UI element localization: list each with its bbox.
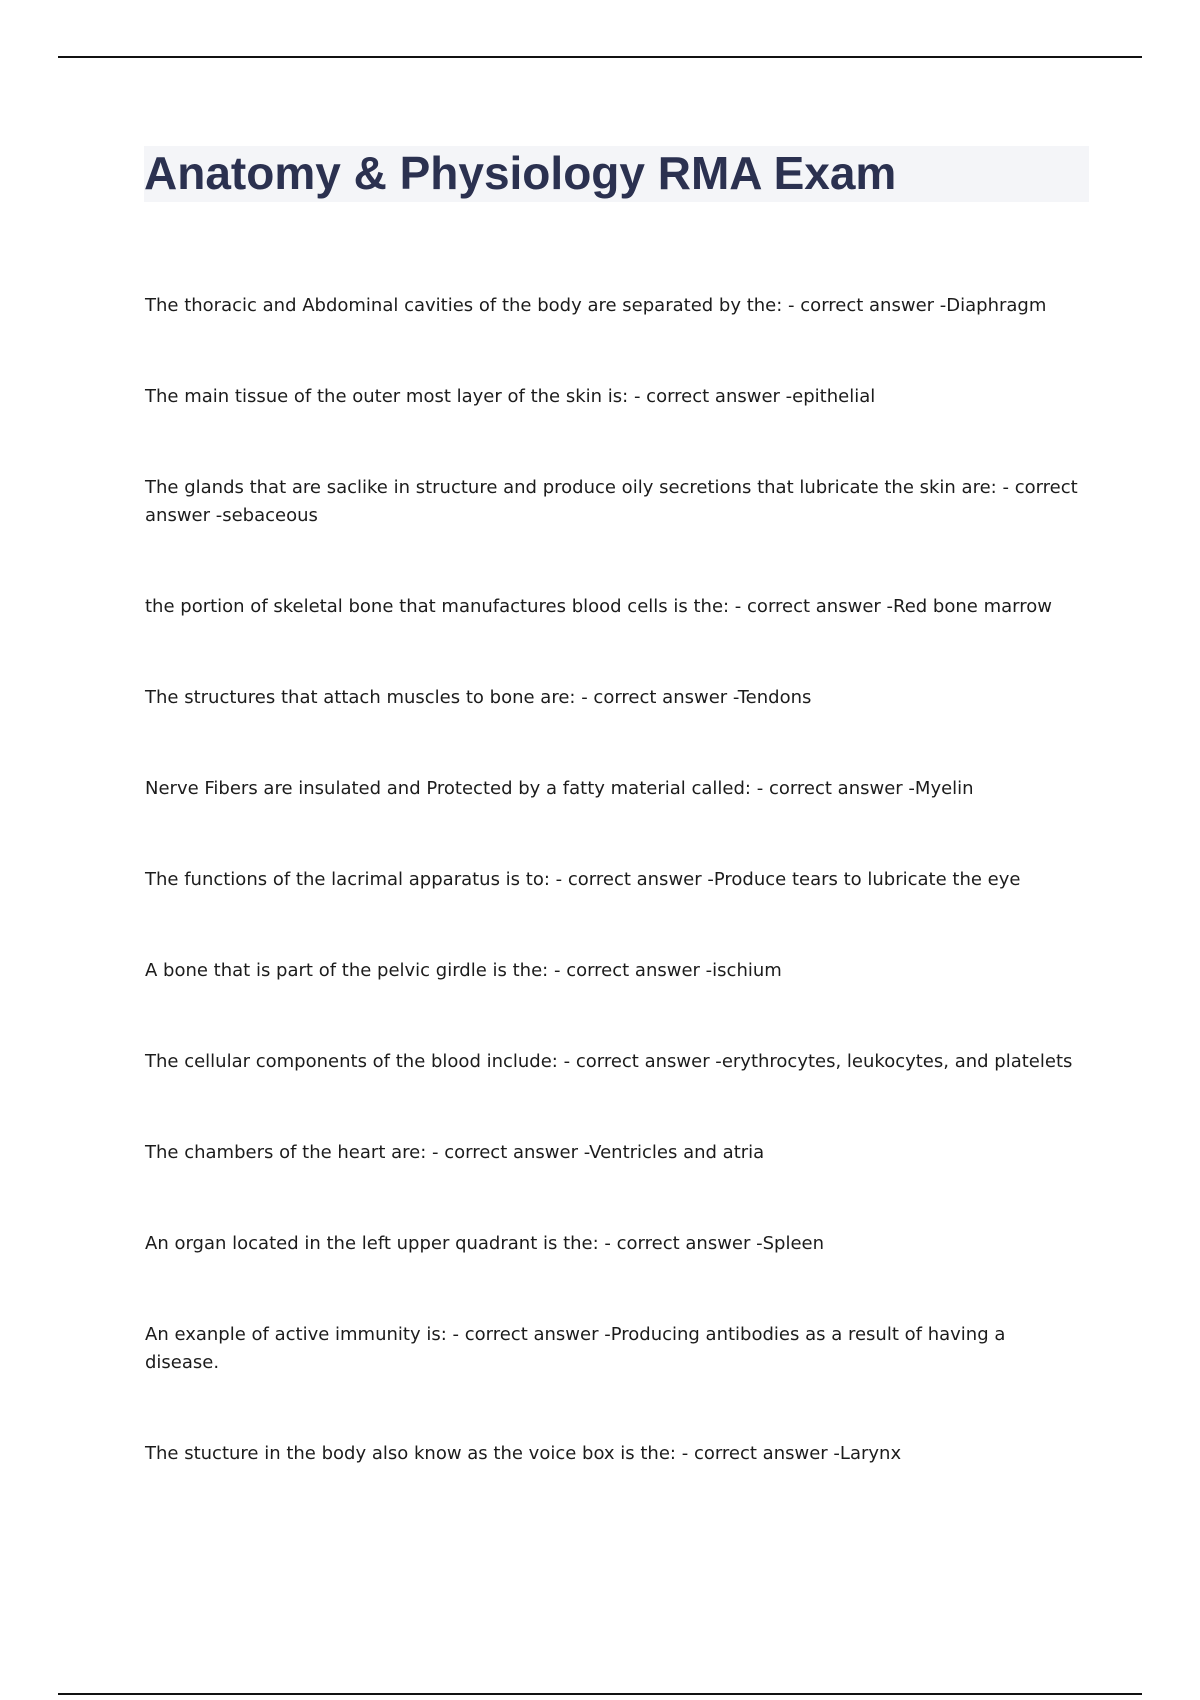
answer-text: Myelin <box>914 778 974 799</box>
separator: - <box>729 596 748 617</box>
qa-item <box>145 1139 1080 1167</box>
answer-label: correct answer - <box>747 596 894 617</box>
qa-item <box>145 593 1080 621</box>
answer-label: correct answer - <box>566 960 713 981</box>
qa-item <box>145 1048 1080 1076</box>
separator: - <box>557 1051 576 1072</box>
qa-item <box>145 474 1080 530</box>
question-text: the portion of skeletal bone that manufactures blood cells is the: <box>145 596 730 617</box>
separator: - <box>575 687 594 708</box>
answer-label: correct answer - <box>646 386 793 407</box>
question-text: Nerve Fibers are insulated and Protected by a fatty material called: <box>145 778 751 799</box>
question-text: The thoracic and Abdominal cavities of the body are separated by the: <box>145 295 783 316</box>
qa-item <box>145 383 1080 411</box>
qa-item <box>145 1321 1080 1377</box>
answer-label: correct answer - <box>593 687 738 708</box>
question-text: An exanple of active immunity is: <box>145 1324 447 1345</box>
answer-text: Ventricles and atria <box>589 1142 765 1163</box>
qa-item <box>145 866 1080 894</box>
answer-text: Red bone marrow <box>893 596 1052 617</box>
qa-item <box>145 1440 1080 1468</box>
answer-text: Tendons <box>737 687 812 708</box>
page-top-rule <box>58 56 1142 58</box>
question-text: The structures that attach muscles to bone are: <box>145 687 576 708</box>
answer-label: correct answer - <box>768 778 915 799</box>
answer-text: ischium <box>712 960 782 981</box>
qa-item <box>145 684 1080 712</box>
answer-label: correct answer - <box>616 1233 763 1254</box>
question-text: The cellular components of the blood include: <box>145 1051 558 1072</box>
separator: - <box>426 1142 445 1163</box>
answer-text: epithelial <box>792 386 876 407</box>
answer-label: correct answer - <box>145 477 1078 526</box>
answer-label: correct answer - <box>575 1051 722 1072</box>
separator: - <box>675 1443 694 1464</box>
question-text: The glands that are saclike in structure and produce oily secretions that lubricate the skin are: <box>145 477 997 498</box>
answer-text: erythrocytes, leukocytes, and platelets <box>721 1051 1073 1072</box>
qa-item <box>145 957 1080 985</box>
question-text: The stucture in the body also know as the voice box is the: <box>145 1443 676 1464</box>
answer-text: Spleen <box>762 1233 825 1254</box>
answer-label: correct answer - <box>464 1324 611 1345</box>
separator: - <box>598 1233 617 1254</box>
page-bottom-rule <box>58 1693 1142 1695</box>
answer-text: Diaphragm <box>946 295 1047 316</box>
page-title: Anatomy & Physiology RMA Exam <box>144 147 897 199</box>
answer-label: correct answer - <box>444 1142 590 1163</box>
answer-text: sebaceous <box>222 505 318 526</box>
answer-label: correct answer - <box>567 869 714 890</box>
qa-item <box>145 775 1080 803</box>
answer-label: correct answer - <box>693 1443 840 1464</box>
separator: - <box>446 1324 465 1345</box>
separator: - <box>782 295 801 316</box>
question-text: The functions of the lacrimal apparatus is to: <box>145 869 550 890</box>
answer-label: correct answer - <box>800 295 947 316</box>
question-text: The chambers of the heart are: <box>145 1142 427 1163</box>
question-text: A bone that is part of the pelvic girdle is the: <box>145 960 549 981</box>
answer-text: Larynx <box>839 1443 902 1464</box>
qa-item <box>145 292 1080 320</box>
question-text: The main tissue of the outer most layer of the skin is: <box>145 386 629 407</box>
separator: - <box>548 960 567 981</box>
separator: - <box>996 477 1015 498</box>
question-text: An organ located in the left upper quadrant is the: <box>145 1233 599 1254</box>
answer-text: Producing antibodies as a result of having a disease. <box>145 1324 1006 1373</box>
separator: - <box>549 869 568 890</box>
qa-list <box>145 292 1080 1468</box>
separator: - <box>628 386 647 407</box>
qa-item <box>145 1230 1080 1258</box>
answer-text: Produce tears to lubricate the eye <box>713 869 1021 890</box>
separator: - <box>750 778 769 799</box>
